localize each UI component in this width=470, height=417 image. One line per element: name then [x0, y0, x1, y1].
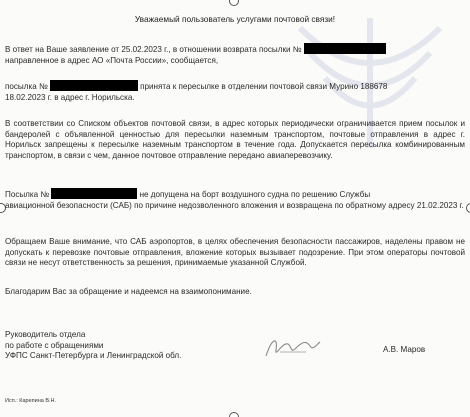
- accepted-text-c: 18.02.2023 г. в адрес г. Норильска.: [5, 92, 135, 102]
- rejected-text-c: авиационной безопасности (САБ) по причине недозволенного вложения и возвращена по обратному адресу 21.02.2023 г.: [5, 200, 464, 210]
- paragraph-accepted: [5, 80, 465, 103]
- signatory-position-1: Руководитель отдела: [5, 330, 86, 339]
- redaction-bar: [304, 43, 386, 54]
- handwritten-signature: [262, 332, 324, 362]
- paragraph-security-notice: Обращаем Ваше внимание, что САБ аэропортов, в целях обеспечения безопасности пассажиров, наделены правом не допускать к перевозке почтовые отправления, вложение которых вызывает подозрение. При этом операторы почтовой связи не несут ответственность за решения, принимаемые указанной Службой.: [5, 237, 465, 267]
- crop-handle-top[interactable]: [229, 0, 239, 6]
- rejected-text-a: Посылка №: [5, 190, 50, 199]
- signatory-name: А.В. Маров: [383, 345, 426, 354]
- signatory-position-2: по работе с обращениями: [5, 340, 104, 350]
- executor-note: Исп.: Карепина В.Н.: [5, 398, 57, 404]
- rejected-text-b: не допущена на борт воздушного судна по решению Службы: [139, 190, 371, 199]
- intro-text: В ответ на Ваше заявление от 25.02.2023 г., в отношении возврата посылки №: [5, 45, 302, 54]
- redaction-bar: [50, 80, 138, 91]
- signatory-position-3: УФПС Санкт-Петербурга и Ленинградской обл.: [5, 351, 182, 360]
- paragraph-rejected: [5, 188, 465, 211]
- redaction-bar: [51, 188, 137, 199]
- crop-handle-bottom[interactable]: [229, 412, 239, 417]
- crop-handle-right[interactable]: [466, 203, 470, 213]
- accepted-text-b: принята к пересылке в отделении почтовой связи Мурино 188678: [140, 82, 388, 91]
- intro-text-2: направленное в адрес АО «Почта России», сообщается,: [5, 55, 219, 65]
- paragraph-intro: [5, 43, 465, 66]
- accepted-text-a: посылка №: [5, 82, 48, 91]
- paragraph-thanks: Благодарим Вас за обращение и надеемся на взаимопонимание.: [5, 287, 252, 296]
- paragraph-restrictions: В соответствии со Списком объектов почтовой связи, в адрес которых периодически ограничивается прием посылок и бандеролей с объявленной ценностью для пересылки наземным транспортом, почтовые отправления в адрес г. Норильск запрещены к пересылке наземным транспортом в течение года. Допускается пересылка комбинированным транспортом, в связи с чем, данное почтовое отправление передано авиаперевозчику.: [5, 119, 465, 160]
- letter-title: Уважаемый пользователь услугами почтовой связи!: [134, 14, 336, 24]
